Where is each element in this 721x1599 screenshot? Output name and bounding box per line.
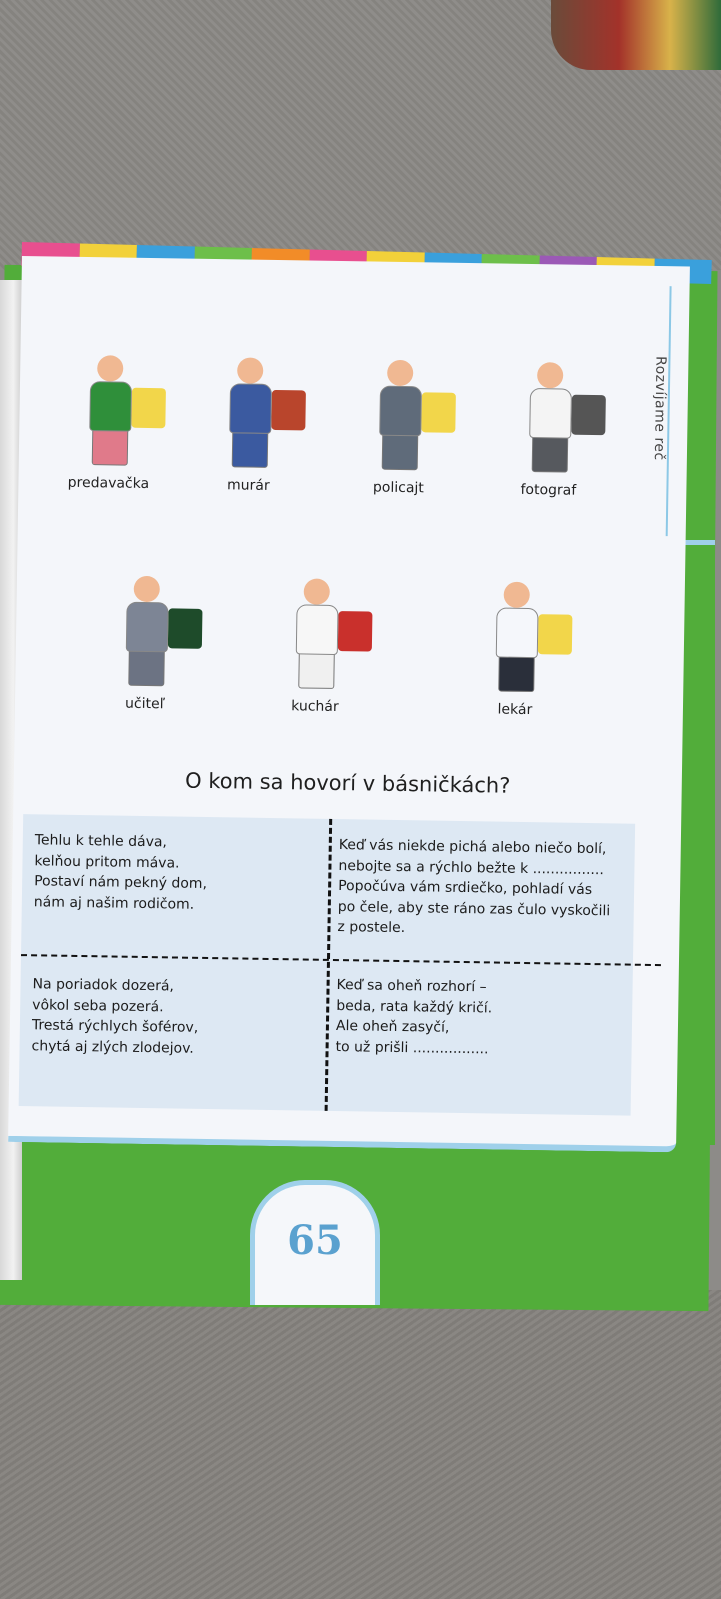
figure-head xyxy=(237,357,263,383)
figure-body xyxy=(379,386,422,437)
figure-legs xyxy=(498,654,535,693)
figure-legs xyxy=(232,429,269,468)
book-page xyxy=(8,256,690,1152)
profession-prop xyxy=(338,611,373,652)
profession-prop xyxy=(131,388,166,429)
page-number-tab xyxy=(250,1180,380,1305)
profession-label: fotograf xyxy=(520,481,577,499)
profession-label: lekár xyxy=(497,701,533,719)
figure-body xyxy=(126,602,169,653)
figure-legs xyxy=(92,427,129,466)
profession-prop xyxy=(421,392,456,433)
figure-head xyxy=(304,578,330,604)
figure-legs xyxy=(532,434,569,473)
horizontal-divider xyxy=(21,954,661,966)
background-object xyxy=(551,0,721,70)
profession-prop xyxy=(538,614,573,655)
profession-2 xyxy=(255,570,377,716)
figure-body xyxy=(496,607,539,658)
profession-prop xyxy=(168,608,203,649)
figure-head xyxy=(134,576,160,602)
side-label: Rozvíjame reč xyxy=(650,355,669,461)
poem-firefighter: Keď sa oheň rozhorí – beda, rata každý kričí. Ale oheň zasyčí, to už prišli ................. xyxy=(335,977,493,1057)
poems-box xyxy=(19,814,636,1116)
profession-label: murár xyxy=(226,477,270,494)
faded-heading xyxy=(171,288,184,323)
profession-prop xyxy=(571,395,606,436)
profession-illustration xyxy=(49,346,171,468)
figure-legs xyxy=(298,650,335,689)
profession-4 xyxy=(488,353,610,499)
figure-head xyxy=(537,362,563,388)
figure-head xyxy=(97,355,123,381)
profession-illustration xyxy=(255,570,377,692)
profession-1 xyxy=(85,567,207,713)
profession-illustration xyxy=(489,353,611,475)
profession-3 xyxy=(455,573,577,719)
figure-head xyxy=(387,360,413,386)
profession-3 xyxy=(338,351,460,497)
profession-label: predavačka xyxy=(67,474,150,493)
figure-body xyxy=(529,388,572,439)
profession-label: učiteľ xyxy=(124,695,166,713)
profession-label: policajt xyxy=(372,479,424,497)
vertical-divider xyxy=(325,819,333,1111)
profession-2 xyxy=(188,349,310,495)
figure-head xyxy=(504,582,530,608)
profession-illustration xyxy=(455,573,577,695)
profession-illustration xyxy=(339,351,461,473)
question-title: O kom sa hovorí v básničkách? xyxy=(184,768,511,798)
figure-body xyxy=(296,604,339,655)
profession-prop xyxy=(271,390,306,431)
figure-legs xyxy=(128,648,165,687)
poem-police: Na poriadok dozerá, vôkol seba pozerá. Trestá rýchlych šoférov, chytá aj zlých zlodejov. xyxy=(31,976,199,1057)
poem-doctor: Keď vás niekde pichá alebo niečo bolí, nebojte sa a rýchlo bežte k ................ Popočúva vám srdiečko, pohladí vás po čele, aby ste ráno zas čulo vyskočili z postele. xyxy=(337,837,611,937)
profession-1 xyxy=(48,346,170,492)
figure-legs xyxy=(382,432,419,471)
poem-bricklayer: Tehlu k tehle dáva, kelňou pritom máva. Postaví nám pekný dom, nám aj našim rodičom. xyxy=(33,832,208,913)
page-number: 65 xyxy=(287,1217,343,1264)
figure-body xyxy=(89,381,132,432)
figure-body xyxy=(229,383,272,434)
profession-label: kuchár xyxy=(291,698,339,716)
sofa-background-bottom xyxy=(0,1290,721,1599)
profession-illustration xyxy=(189,349,311,471)
profession-illustration xyxy=(85,567,207,689)
